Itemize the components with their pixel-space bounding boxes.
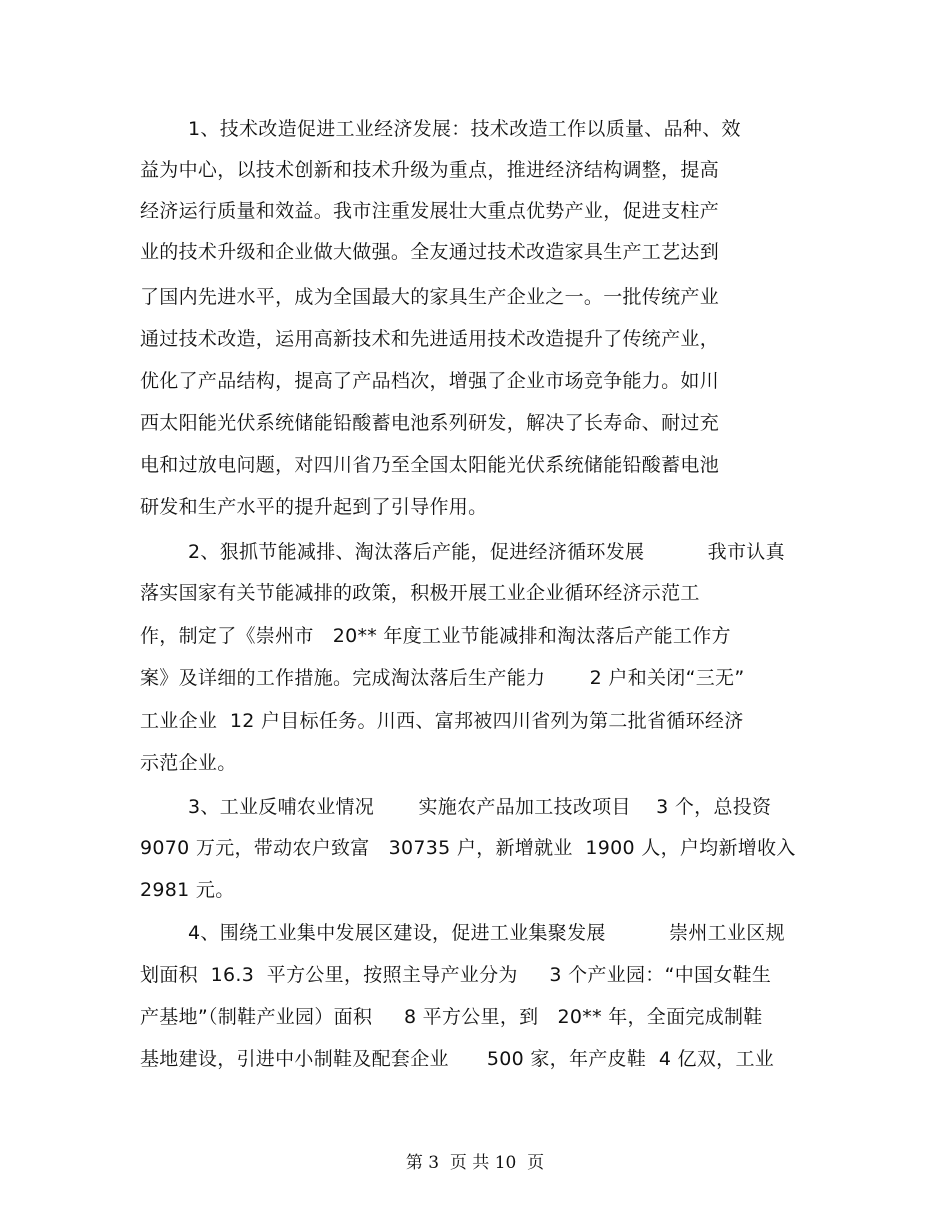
paragraph-1-line-4: 业的技术升级和企业做大做强。全友通过技术改造家具生产工艺达到 bbox=[140, 241, 720, 263]
page-number-footer: 第 3 页 共 10 页 bbox=[405, 1153, 545, 1173]
paragraph-3-line-3: 2981 元。 bbox=[140, 879, 235, 901]
paragraph-3-line-2: 9070 万元，带动农户致富 30735 户，新增就业 1900 人，户均新增收入 bbox=[140, 837, 796, 859]
paragraph-2-line-2: 落实国家有关节能减排的政策，积极开展工业企业循环经济示范工 bbox=[140, 582, 700, 604]
paragraph-4-line-4: 基地建设，引进中小制鞋及配套企业 500 家，年产皮鞋 4 亿双，工业 bbox=[140, 1048, 775, 1070]
paragraph-1-line-9: 电和过放电问题，对四川省乃至全国太阳能光伏系统储能铅酸蓄电池 bbox=[140, 454, 720, 476]
paragraph-1-line-3: 经济运行质量和效益。我市注重发展壮大重点优势产业，促进支柱产 bbox=[140, 200, 720, 222]
paragraph-4-line-1: 4、围绕工业集中发展区建设，促进工业集聚发展 崇州工业区规 bbox=[188, 922, 785, 944]
paragraph-3-line-1: 3、工业反哺农业情况 实施农产品加工技改项目 3 个，总投资 bbox=[188, 796, 772, 818]
paragraph-2-line-5: 工业企业 12 户目标任务。川西、富邦被四川省列为第二批省循环经济 bbox=[140, 710, 744, 732]
paragraph-1-line-1: 1、技术改造促进工业经济发展：技术改造工作以质量、品种、效 bbox=[188, 118, 741, 140]
paragraph-1-line-2: 益为中心，以技术创新和技术升级为重点，推进经济结构调整，提高 bbox=[140, 159, 720, 181]
paragraph-1-line-8: 西太阳能光伏系统储能铅酸蓄电池系列研发，解决了长寿命、耐过充 bbox=[140, 412, 720, 434]
paragraph-2-line-6: 示范企业。 bbox=[140, 752, 237, 774]
paragraph-1-line-7: 优化了产品结构，提高了产品档次，增强了企业市场竞争能力。如川 bbox=[140, 370, 720, 392]
paragraph-4-line-3: 产基地”（制鞋产业园）面积 8 平方公里，到 20** 年，全面完成制鞋 bbox=[140, 1006, 763, 1028]
paragraph-2-line-3: 作，制定了《崇州市 20** 年度工业节能减排和淘汰落后产能工作方 bbox=[140, 625, 731, 647]
paragraph-2-line-4: 案》及详细的工作措施。完成淘汰落后生产能力 2 户和关闭“三无” bbox=[140, 667, 745, 689]
paragraph-1-line-5: 了国内先进水平，成为全国最大的家具生产企业之一。一批传统产业 bbox=[140, 286, 720, 308]
paragraph-1-line-10: 研发和生产水平的提升起到了引导作用。 bbox=[140, 496, 488, 518]
paragraph-1-line-6: 通过技术改造，运用高新技术和先进适用技术改造提升了传统产业， bbox=[140, 328, 720, 350]
paragraph-4-line-2: 划面积 16.3 平方公里，按照主导产业分为 3 个产业园：“中国女鞋生 bbox=[140, 964, 772, 986]
paragraph-2-line-1: 2、狠抓节能减排、淘汰落后产能，促进经济循环发展 我市认真 bbox=[188, 541, 785, 563]
